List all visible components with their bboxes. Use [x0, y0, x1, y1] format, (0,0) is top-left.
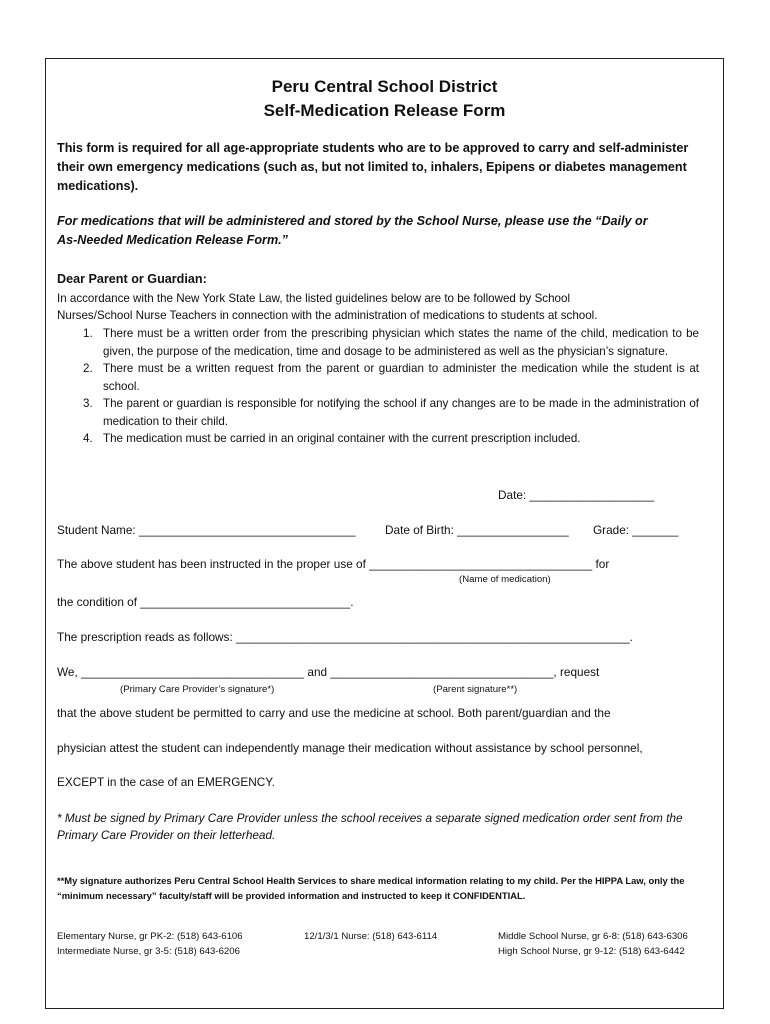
guideline-item: 2. There must be a written request from the parent or guardian to administer the medication while the student is at school. [83, 362, 699, 393]
condition-field[interactable]: the condition of ________________________________. [57, 595, 354, 609]
date-field[interactable]: Date: ___________________ [498, 488, 655, 502]
district-title: Peru Central School District [271, 77, 498, 96]
footnote-star-line-1: * Must be signed by Primary Care Provider unless the school receives a separate signed medication order sent from the [57, 811, 683, 825]
permission-line: that the above student be permitted to carry and use the medicine at school. Both parent/guardian and the [57, 706, 611, 720]
special-nurse-contact: 12/1/3/1 Nurse: (518) 643-6114 [304, 931, 438, 942]
form-page [45, 58, 724, 1009]
footnote-double-line-2: “minimum necessary” faculty/staff will be provided information and instructed to keep it CONFIDENTIAL. [57, 890, 526, 901]
middle-school-nurse-contact: Middle School Nurse, gr 6-8: (518) 643-6306 [498, 931, 688, 942]
intermediate-nurse-contact: Intermediate Nurse, gr 3-5: (518) 643-6206 [57, 946, 240, 957]
intro-line-1: This form is required for all age-appropriate students who are to be approved to carry and self-administer [57, 141, 689, 155]
guidelines-list [83, 325, 699, 448]
guideline-item: 4. The medication must be carried in an original container with the current prescription included. [83, 432, 581, 445]
medication-name-field[interactable]: The above student has been instructed in the proper use of __________________________________ for [57, 557, 610, 571]
salutation: Dear Parent or Guardian: [57, 272, 207, 286]
intro-line-2: their own emergency medications (such as, but not limited to, inhalers, Epipens or diabetes management [57, 160, 687, 174]
nurse-note-line-1: For medications that will be administered and stored by the School Nurse, please use the “Daily or [57, 214, 648, 228]
nurse-note-line-2: As-Needed Medication Release Form.” [57, 233, 288, 247]
grade-field[interactable]: Grade: _______ [593, 523, 679, 537]
footnote-double-line-1: **My signature authorizes Peru Central School Health Services to share medical information relating to my child. Per the HIPPA Law, only the [57, 875, 685, 886]
student-name-field[interactable]: Student Name: _________________________________ [57, 523, 356, 537]
guidelines-intro-line-2: Nurses/School Nurse Teachers in connection with the administration of medications to students at school. [57, 309, 598, 322]
guideline-item: 3. The parent or guardian is responsible for notifying the school if any changes are to be made in the administration of medication to their child. [83, 397, 699, 428]
guidelines-intro-line-1: In accordance with the New York State Law, the listed guidelines below are to be followed by School [57, 292, 571, 305]
elementary-nurse-contact: Elementary Nurse, gr PK-2: (518) 643-6106 [57, 931, 243, 942]
form-title: Self-Medication Release Form [263, 101, 506, 120]
signatures-line[interactable]: We, __________________________________ and __________________________________, request [57, 665, 600, 679]
attest-line: physician attest the student can independently manage their medication without assistance by school personnel, [57, 741, 643, 755]
medication-caption: (Name of medication) [459, 574, 551, 585]
intro-line-3: medications). [57, 179, 139, 193]
pcp-signature-caption: (Primary Care Provider’s signature*) [120, 684, 275, 695]
emergency-line: EXCEPT in the case of an EMERGENCY. [57, 775, 275, 789]
guideline-item: 1. There must be a written order from the prescribing physician which states the name of the child, medication to be given, the purpose of the medication, time and dosage to be administered as well as the physician’s signature. [83, 327, 699, 358]
parent-signature-caption: (Parent signature**) [433, 684, 518, 695]
high-school-nurse-contact: High School Nurse, gr 9-12: (518) 643-6442 [498, 946, 685, 957]
prescription-field[interactable]: The prescription reads as follows: ____________________________________________________________. [57, 630, 633, 644]
footnote-star-line-2: Primary Care Provider on their letterhead. [57, 828, 276, 842]
date-of-birth-field[interactable]: Date of Birth: _________________ [385, 523, 569, 537]
